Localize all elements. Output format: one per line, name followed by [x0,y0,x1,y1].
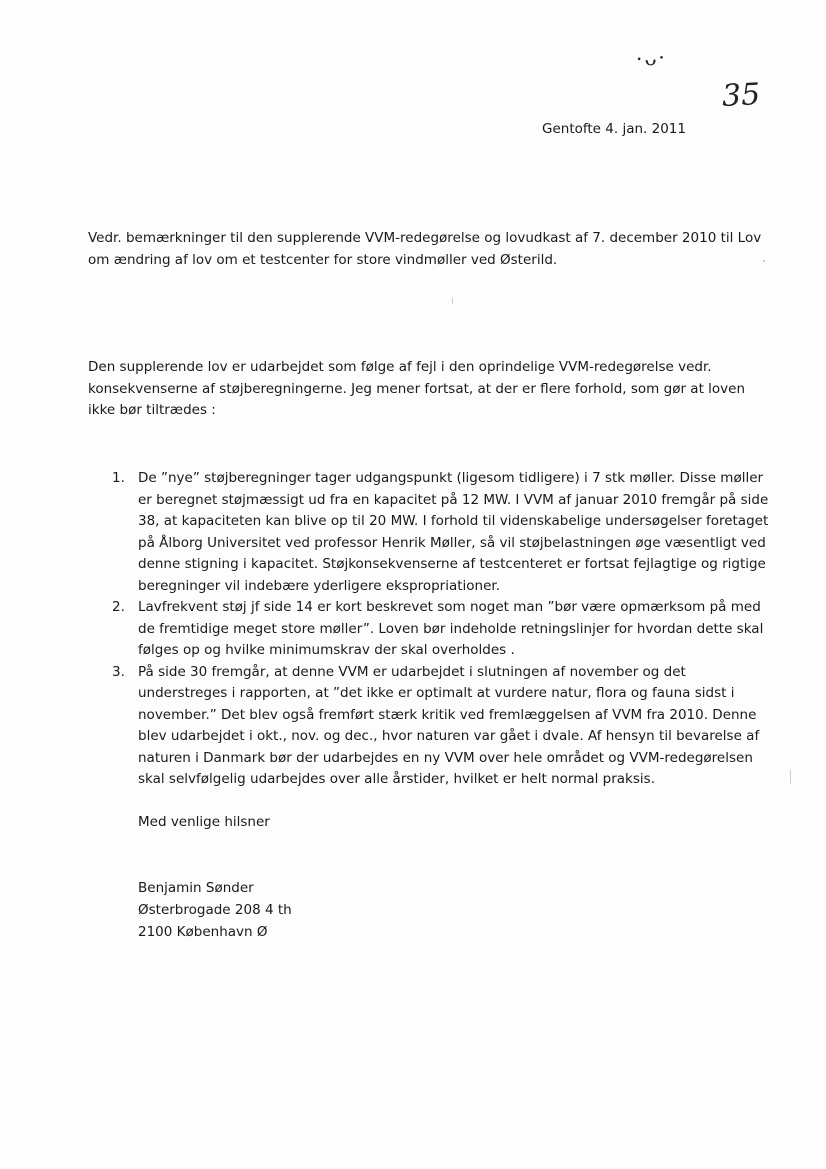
list-item-number: 1. [112,470,125,486]
signature-block [138,877,292,943]
list-item-text: De ”nye” støjberegninger tager udgangspunkt (ligesom tidligere) i 7 stk møller. Disse møller er beregnet støjmæssigt ud fra en kapacitet på 12 MW. I VVM af januar 2010 fremgår på side 38, at kapaciteten kan blive op til 20 MW. I forhold til videnskabelige undersøgelser foretaget på Ålborg Universitet ved professor Henrik Møller, så vil støjbelastningen øge væsentligt ved denne stigning i kapacitet. Støjkonsekvenserne af testcenteret er fortsat fejlagtige og rigtige beregninger vil indebære yderligere ekspropriationer. [138,470,769,594]
scan-speck [763,260,765,262]
list-item [112,662,772,791]
scan-speck [790,770,791,784]
list-item [112,468,772,597]
handwritten-mark: ·ᴗ· [635,44,668,72]
handwritten-page-number: 35 [721,77,762,114]
letter-intro: Den supplerende lov er udarbejdet som følge af fejl i den oprindelige VVM-redegørelse vedr. konsekvenserne af støjberegningerne. Jeg mener fortsat, at der er flere forhold, som gør at loven ikke bør tiltrædes : [88,359,746,418]
signature-street: Østerbrogade 208 4 th [138,902,292,918]
signature-city: 2100 København Ø [138,924,268,940]
signature-name: Benjamin Sønder [138,880,254,896]
scan-speck [452,298,453,304]
list-item-number: 3. [112,663,125,680]
letter-closing: Med venlige hilsner [138,814,270,830]
letter-subject: Vedr. bemærkninger til den supplerende VVM-redegørelse og lovudkast af 7. december 2010 til Lov om ændring af lov om et testcenter for store vindmøller ved Østerild. [88,230,762,268]
list-item-text: På side 30 fremgår, at denne VVM er udarbejdet i slutningen af november og det understreges i rapporten, at ”det ikke er optimalt at vurdere natur, flora og fauna sidst i november.” Det blev også fremført stærk kritik ved fremlæggelsen af VVM fra 2010. Denne blev udarbejdet i okt., nov. og dec., hvor naturen var gået i dvale. Af hensyn til bevarelse af naturen i Danmark bør der udarbejdes en ny VVM over hele området og VVM-redegørelsen skal selvfølgelig udarbejdes over alle årstider, hvilket er helt normal praksis. [138,663,760,787]
list-item-text: Lavfrekvent støj jf side 14 er kort beskrevet som noget man ”bør være opmærksom på med de fremtidige meget store møller”. Loven bør indeholde retningslinjer for hvordan dette skal følges op og hvilke minimumskrav der skal overholdes . [138,599,764,658]
letter-date: Gentofte 4. jan. 2011 [542,121,686,137]
objection-list [112,468,772,791]
list-item-number: 2. [112,599,125,615]
list-item [112,597,772,662]
